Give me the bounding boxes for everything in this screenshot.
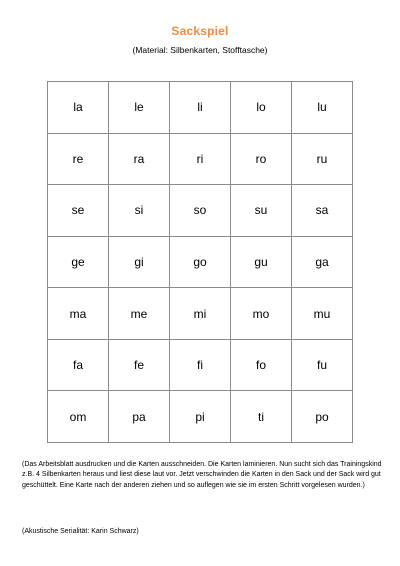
syllable-card: me bbox=[109, 288, 170, 340]
syllable-card: mi bbox=[170, 288, 231, 340]
syllable-card: pi bbox=[170, 391, 231, 443]
page-title: Sackspiel bbox=[171, 24, 229, 38]
syllable-card: ro bbox=[231, 133, 292, 185]
syllable-card: mu bbox=[292, 288, 353, 340]
syllable-card: ra bbox=[109, 133, 170, 185]
syllable-card: sa bbox=[292, 185, 353, 237]
grid-row bbox=[48, 288, 353, 340]
syllable-card: lo bbox=[231, 82, 292, 134]
syllable-card: fi bbox=[170, 339, 231, 391]
syllable-card: gi bbox=[109, 236, 170, 288]
syllable-card: ma bbox=[48, 288, 109, 340]
grid-row bbox=[48, 185, 353, 237]
syllable-card: ti bbox=[231, 391, 292, 443]
syllable-card: la bbox=[48, 82, 109, 134]
syllable-card: re bbox=[48, 133, 109, 185]
grid-row bbox=[48, 82, 353, 134]
syllable-card: ri bbox=[170, 133, 231, 185]
grid-row bbox=[48, 133, 353, 185]
syllable-card: ge bbox=[48, 236, 109, 288]
credit-text: (Akustische Serialität: Karin Schwarz) bbox=[22, 528, 139, 535]
syllable-card: so bbox=[170, 185, 231, 237]
syllable-grid bbox=[47, 81, 353, 443]
page-subtitle: (Material: Silbenkarten, Stofftasche) bbox=[132, 45, 268, 55]
syllable-card: ga bbox=[292, 236, 353, 288]
syllable-card: li bbox=[170, 82, 231, 134]
syllable-card: om bbox=[48, 391, 109, 443]
syllable-card: fu bbox=[292, 339, 353, 391]
syllable-card: mo bbox=[231, 288, 292, 340]
syllable-card: gu bbox=[231, 236, 292, 288]
syllable-card: go bbox=[170, 236, 231, 288]
instructions-text: (Das Arbeitsblatt ausdrucken und die Karten ausschneiden. Die Karten laminieren. Nun sucht sich das Trainingskind z.B. 4 Silbenkarten heraus und liest diese laut vor. Jetzt verschwinden die Karten in den Sack und der Sack wird gut geschüttelt. Eine Karte nach der anderen ziehen und so auflegen wie sie im ersten Schritt vorgelesen wurden.) bbox=[22, 461, 382, 489]
syllable-card: su bbox=[231, 185, 292, 237]
grid-row bbox=[48, 391, 353, 443]
syllable-card: pa bbox=[109, 391, 170, 443]
syllable-card: fo bbox=[231, 339, 292, 391]
grid-row bbox=[48, 236, 353, 288]
syllable-card: fe bbox=[109, 339, 170, 391]
syllable-card: fa bbox=[48, 339, 109, 391]
syllable-card: lu bbox=[292, 82, 353, 134]
syllable-card: po bbox=[292, 391, 353, 443]
syllable-card: si bbox=[109, 185, 170, 237]
syllable-card: se bbox=[48, 185, 109, 237]
syllable-card: le bbox=[109, 82, 170, 134]
syllable-card: ru bbox=[292, 133, 353, 185]
grid-row bbox=[48, 339, 353, 391]
